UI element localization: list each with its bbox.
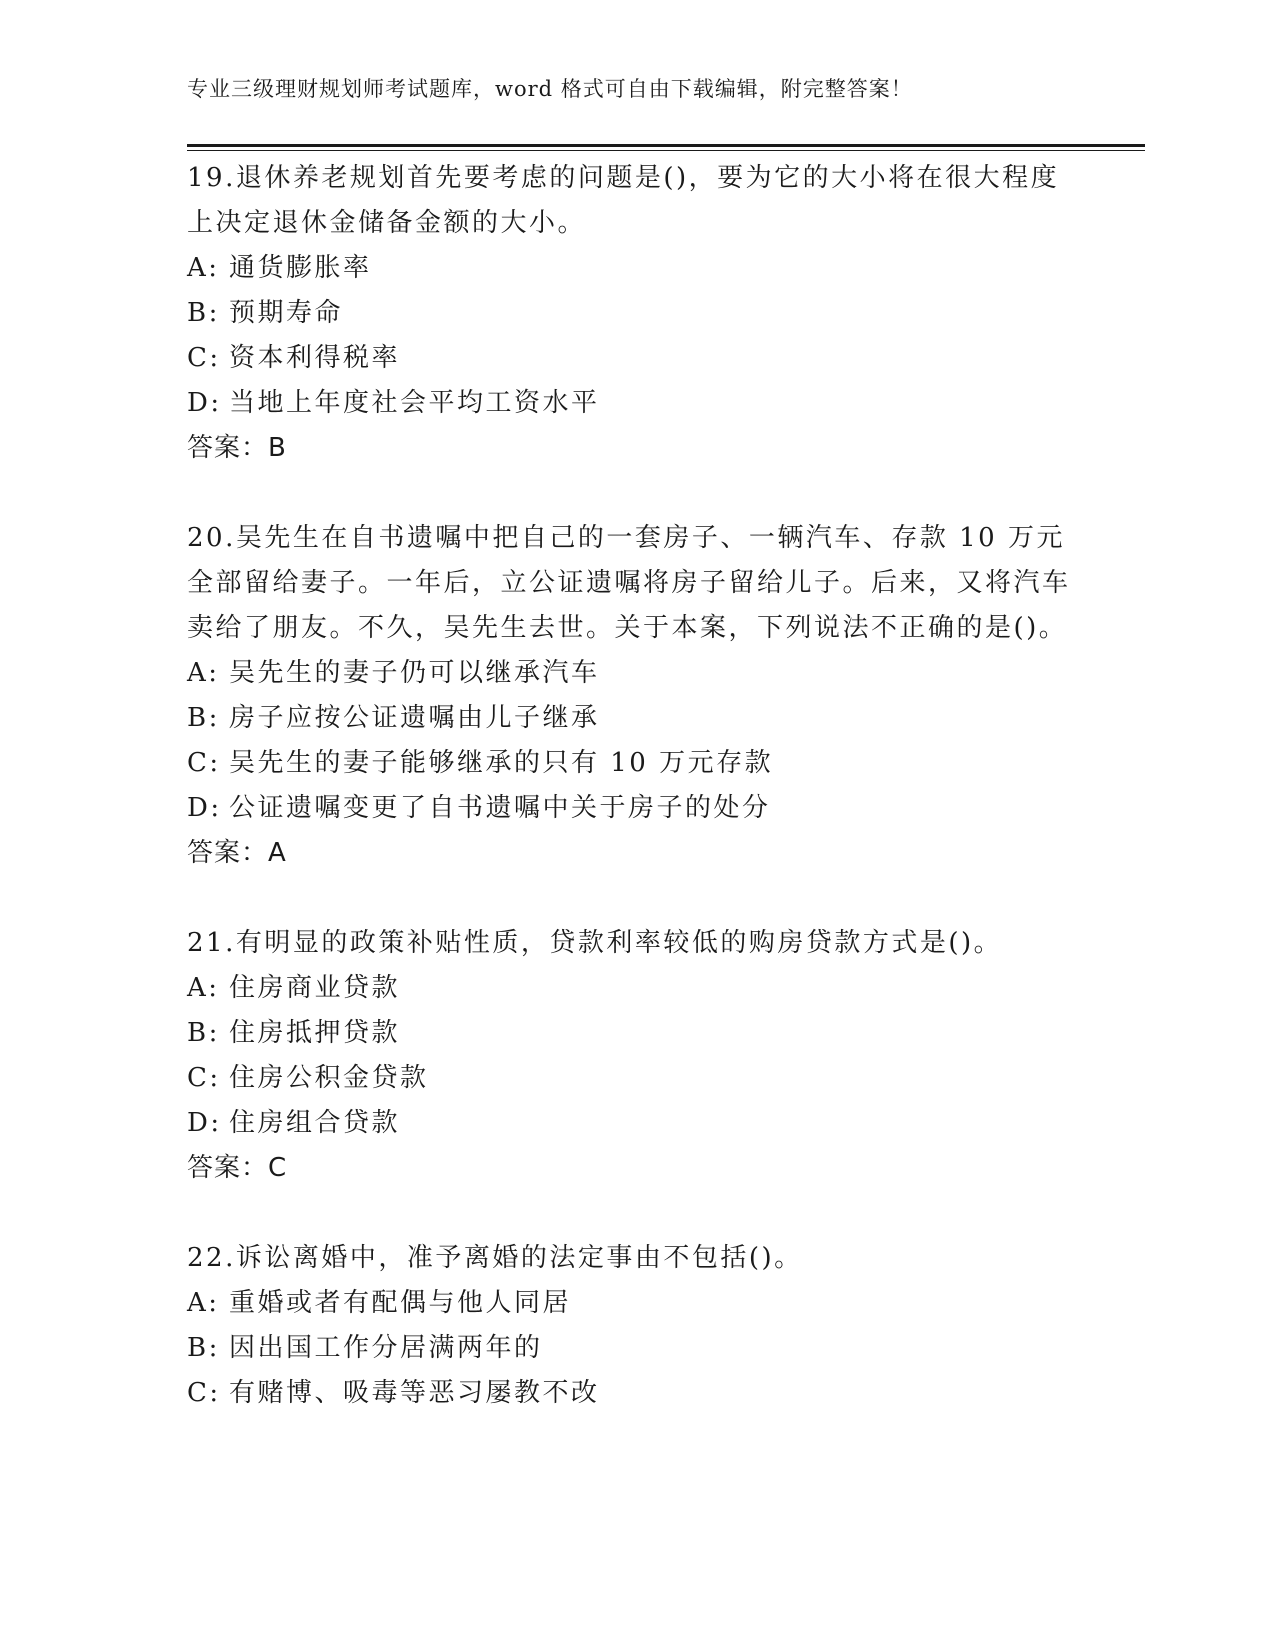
option-key: C:: [187, 1378, 221, 1408]
option-text: 住房公积金贷款: [229, 1063, 429, 1093]
question-list: [187, 156, 1087, 1461]
option-b: [187, 291, 1087, 336]
question-text: 21.有明显的政策补贴性质，贷款利率较低的购房贷款方式是()。: [187, 928, 1003, 958]
option-c: [187, 741, 1087, 786]
option-text: 当地上年度社会平均工资水平: [229, 388, 600, 418]
option-c: [187, 336, 1087, 381]
option-d: [187, 381, 1087, 426]
header-rule-thick: [187, 144, 1145, 147]
question-20: [187, 516, 1087, 876]
option-key: A:: [187, 253, 220, 283]
option-d: [187, 1101, 1087, 1146]
option-key: A:: [187, 658, 220, 688]
option-text: 通货膨胀率: [229, 253, 372, 283]
option-key: B:: [187, 1333, 220, 1363]
option-b: [187, 1011, 1087, 1056]
page-header: 专业三级理财规划师考试题库，word 格式可自由下载编辑，附完整答案！: [187, 77, 913, 101]
option-text: 预期寿命: [229, 298, 344, 328]
option-text: 住房商业贷款: [229, 973, 401, 1003]
question-text: 22.诉讼离婚中，准予离婚的法定事由不包括()。: [187, 1243, 803, 1273]
option-text: 因出国工作分居满两年的: [229, 1333, 543, 1363]
header-rule-thin: [187, 150, 1145, 151]
option-key: C:: [187, 1063, 221, 1093]
question-19: [187, 156, 1087, 471]
option-text: 住房组合贷款: [229, 1108, 401, 1138]
option-key: D:: [187, 1108, 222, 1138]
option-key: B:: [187, 1018, 220, 1048]
option-key: D:: [187, 388, 222, 418]
option-c: [187, 1371, 1087, 1416]
option-text: 资本利得税率: [229, 343, 401, 373]
option-b: [187, 696, 1087, 741]
option-key: A:: [187, 1288, 220, 1318]
option-text: 住房抵押贷款: [229, 1018, 401, 1048]
option-text: 吴先生的妻子仍可以继承汽车: [229, 658, 600, 688]
option-text: 房子应按公证遗嘱由儿子继承: [229, 703, 600, 733]
option-a: [187, 1281, 1087, 1326]
option-key: A:: [187, 973, 220, 1003]
question-21: [187, 921, 1087, 1191]
option-key: C:: [187, 748, 221, 778]
option-a: [187, 651, 1087, 696]
option-d: [187, 786, 1087, 831]
option-text: 有赌博、吸毒等恶习屡教不改: [229, 1378, 600, 1408]
answer: 答案：C: [187, 1153, 288, 1183]
question-22: [187, 1236, 1087, 1416]
option-text: 吴先生的妻子能够继承的只有 10 万元存款: [229, 748, 774, 778]
question-text: 20.吴先生在自书遗嘱中把自己的一套房子、一辆汽车、存款 10 万元全部留给妻子。一年后，立公证遗嘱将房子留给儿子。后来，又将汽车卖给了朋友。不久，吴先生去世。关于本案，下列说法不正确的是()。: [187, 523, 1071, 643]
option-text: 重婚或者有配偶与他人同居: [229, 1288, 572, 1318]
option-key: C:: [187, 343, 221, 373]
answer: 答案：B: [187, 433, 287, 463]
option-text: 公证遗嘱变更了自书遗嘱中关于房子的处分: [229, 793, 771, 823]
option-key: D:: [187, 793, 222, 823]
option-a: [187, 246, 1087, 291]
option-c: [187, 1056, 1087, 1101]
option-b: [187, 1326, 1087, 1371]
option-key: B:: [187, 703, 220, 733]
answer: 答案：A: [187, 838, 287, 868]
option-key: B:: [187, 298, 220, 328]
question-text: 19.退休养老规划首先要考虑的问题是()，要为它的大小将在很大程度上决定退休金储备金额的大小。: [187, 163, 1060, 238]
option-a: [187, 966, 1087, 1011]
